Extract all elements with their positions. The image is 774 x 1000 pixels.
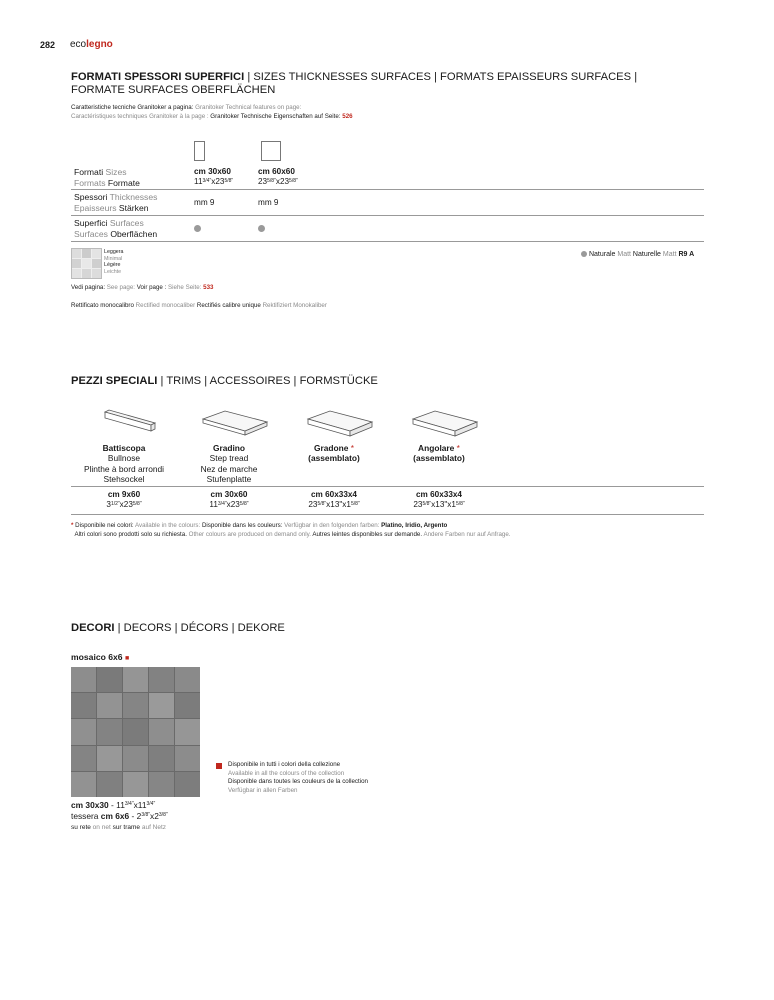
row-label-thickness: Spessori Thicknesses Epaisseurs Stärken bbox=[74, 192, 158, 213]
tech-features-ref: Caratteristiche tecniche Granitoker a pagina: Granitoker Technical features on page: Caractéristiques techniques Granitoker à la page : Granitoker Technische Eigenschaften auf Seite: 526 bbox=[71, 104, 353, 120]
thickness-30x60: mm 9 bbox=[194, 198, 215, 207]
corner-step-icon bbox=[410, 409, 480, 437]
trim-bullnose-name: Battiscopa Bullnose Plinthe à bord arrondi Stehsockel bbox=[83, 443, 165, 485]
red-square-icon: ■ bbox=[124, 655, 130, 662]
trim-step-tread-name: Gradino Step tread Nez de marche Stufenplatte bbox=[200, 443, 258, 485]
red-square-icon bbox=[216, 763, 222, 769]
formats-title: FORMATI SPESSORI SUPERFICI | SIZES THICKNESSES SURFACES | FORMATS EPAISSEURS SURFACES | FORMATE SURFACES OBERFLÄCHEN bbox=[71, 71, 638, 96]
finish-dot-icon bbox=[581, 251, 587, 257]
decors-title: DECORI | DECORS | DÉCORS | DEKORE bbox=[71, 622, 285, 634]
see-page-ref: Vedi pagina: See page: Voir page : Siehe Seite: 533 bbox=[71, 284, 214, 291]
trim-angolare-name: Angolare * (assemblato) bbox=[413, 443, 465, 464]
mosaic-availability: Disponibile in tutti i colori della collezione Available in all the colours of the collection Disponible dans toutes les couleurs de la collection Verfügbar in allen Farben bbox=[228, 761, 368, 794]
trims-availability-note: * Disponibile nei colori: Available in the colours: Disponible dans les couleurs: Verfügbar in den folgenden farben: Platino, Iridio, Argento Altri colori sono prodotti solo su richiesta. Other colours are produced on demand only. Autres leintes disponibles sur demande. Andere Farben nur auf Anfrage. bbox=[71, 522, 511, 538]
texture-legend: Leggera Minimal Légère Leichte bbox=[104, 249, 124, 275]
row-label-formats: Formati Sizes Formats Formate bbox=[74, 167, 140, 188]
trim-gradone-size: cm 60x33x4 $23^{5/8"}x13"x1^{5/8"}$ bbox=[308, 490, 360, 509]
table-row bbox=[71, 216, 704, 242]
mosaic-name: mosaico 6x6 ■ bbox=[71, 652, 130, 662]
rectified-note: Rettificato monocalibro Rectified monocaliber Rectifiés calibre unique Rektifiziert Monokaliber bbox=[71, 302, 327, 309]
texture-swatch-icon bbox=[71, 248, 102, 279]
mosaic-specs: cm $30x30 - 11^{3/4"}x11^{3/4"}$ tessera cm $6x6 - 2^{3/8"}x2^{3/8"}$ su rete on net sur trame auf Netz bbox=[71, 800, 168, 831]
trims-title: PEZZI SPECIALI | TRIMS | ACCESSOIRES | FORMSTÜCKE bbox=[71, 375, 378, 387]
thickness-60x60: mm 9 bbox=[258, 198, 279, 207]
format-60x60-icon bbox=[261, 141, 281, 161]
page-number: 282 bbox=[40, 40, 56, 50]
trims-divider bbox=[71, 486, 704, 487]
trims-divider bbox=[71, 514, 704, 515]
table-row bbox=[71, 190, 704, 216]
mosaic-image bbox=[71, 667, 200, 797]
surface-dot-60x60 bbox=[258, 225, 265, 235]
stair-step-icon bbox=[305, 409, 375, 437]
trim-gradone-name: Gradone * (assemblato) bbox=[308, 443, 360, 464]
table-row bbox=[71, 165, 704, 190]
trim-angolare-size: cm 60x33x4 $23^{5/8"}x13"x1^{5/8"}$ bbox=[413, 490, 465, 509]
row-label-surfaces: Superfici Surfaces Surfaces Oberflächen bbox=[74, 218, 158, 239]
trim-step-tread-size: cm 30x60 $11^{3/4"}x23^{5/8"}$ bbox=[209, 490, 249, 509]
surface-dot-30x60 bbox=[194, 225, 201, 235]
size-60x60: cm 60x60 $23^{5/8"}x23^{5/8"}$ bbox=[258, 167, 298, 186]
size-30x60: cm 30x60 $11^{3/4"}x23^{5/8"}$ bbox=[194, 167, 234, 186]
format-30x60-icon bbox=[194, 141, 205, 161]
finish-legend: Naturale Matt Naturelle Matt R9 A bbox=[581, 250, 694, 259]
bullnose-icon bbox=[100, 409, 160, 434]
step-tread-icon bbox=[200, 409, 270, 437]
trim-bullnose-size: cm 9x60 $3^{1/2"}x23^{5/8"}$ bbox=[106, 490, 142, 509]
brand-logo: ecolegno bbox=[70, 39, 113, 50]
